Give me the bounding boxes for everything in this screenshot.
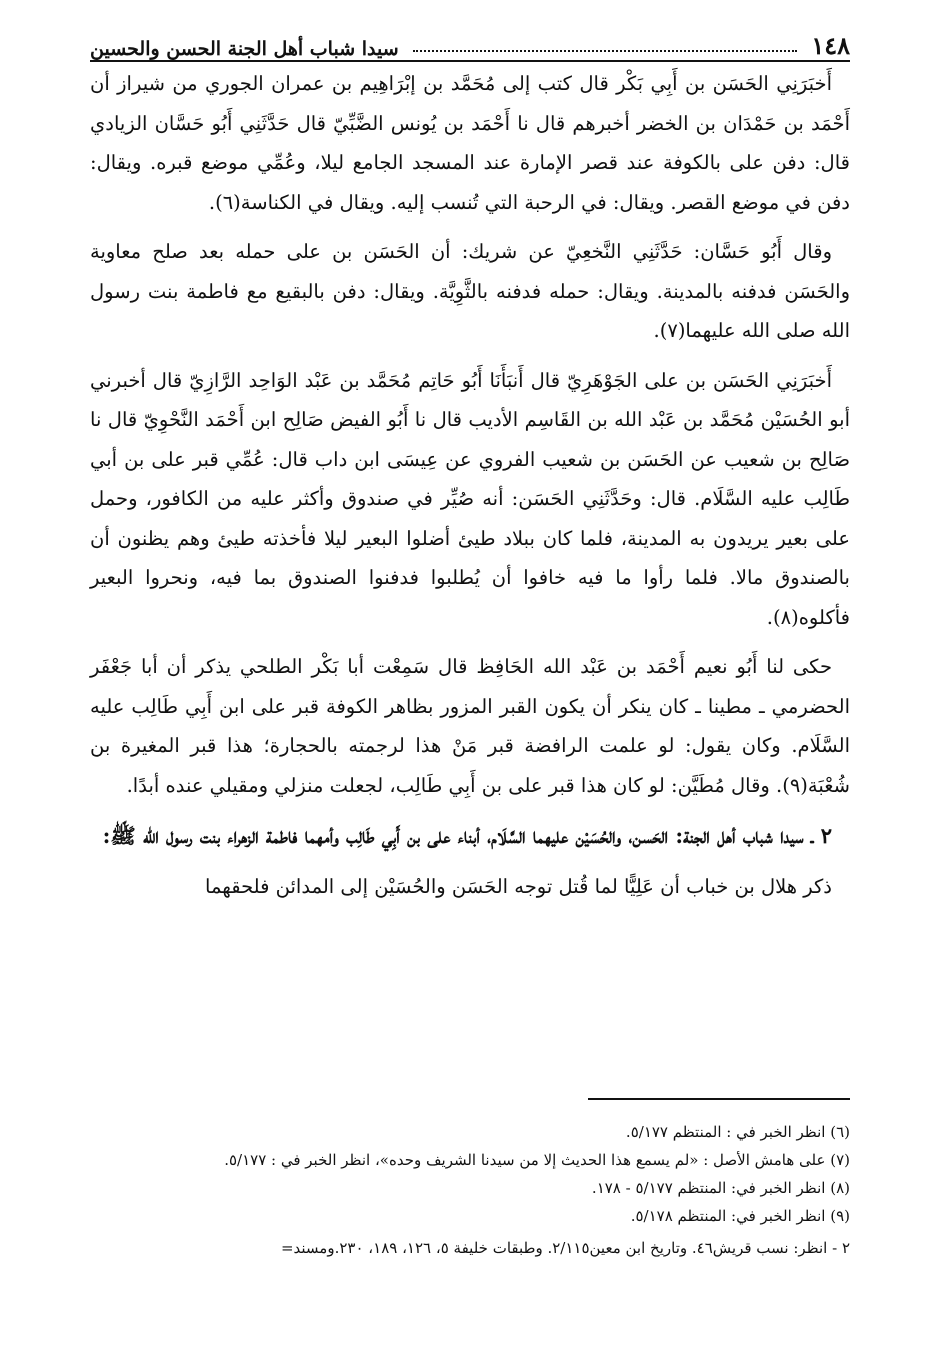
paragraph: وقال أَبُو حَسَّان: حَدَّثَنِي النَّخعِيّ عن شريك: أن الحَسَن بن على حمله بعد صلح معاوية والحَسَن فدفنه بالمدينة. ويقال: حمله فدفنه بالثَّوِيَّة. ويقال: دفن بالبقيع مع فاطمة بنت رسول الله صلى الله عليهما(٧). [90, 240, 850, 342]
paragraph: أَخبَرَنِي الحَسَن بن على الجَوْهَرِيّ قال أَنبَأَنَا أَبُو حَاتِم مُحَمَّد بن عَبْد الوَاحِد الرَّازِيّ قال أخبرني أبو الحُسَيْن مُحَمَّد بن عَبْد الله بن القَاسِم الأديب قال نا أَبُو الفيض صَالِح ابن أَحْمَد النَّحْوِيّ قال نا صَالِح بن شعيب عن الحَسَن بن شعيب الفروي عن عِيسَى ابن داب قال: عُمِّي قبر على بن أبي طَالِب عليه السَّلَام. قال: وحَدَّثَنِي الحَسَن: أنه صُيِّر في صندوق وأكثر عليه من الكافور، وحمل على بعير يريدون به المدينة، فلما كان ببلاد طيئ أضلوا البعير ليلا فأخذته طيئ وهم يظنون أن بالصندوق مالا. فلما رأوا ما فيه خافوا أن يُطلبوا فدفنوا الصندوق بما فيه، ونحروا البعير فأكلوه(٨). [90, 368, 850, 629]
chapter-title: سيدا شباب أهل الجنة الحسن والحسين [90, 38, 399, 60]
header-dotted-leader [413, 50, 798, 52]
page-number: ١٤٨ [811, 31, 850, 60]
footnotes [90, 1118, 850, 1262]
source-note: ٢ - انظر: نسب قريش٤٦. وتاريخ ابن معين٢/١١٥. وطبقات خليفة ٥، ١٢٦، ١٨٩، ٢٣٠.ومسند= [280, 1239, 850, 1257]
paragraph: حكى لنا أَبُو نعيم أَحْمَد بن عَبْد الله الحَافِظ قال سَمِعْت أبا بَكْر الطلحي يذكر أن أبا جَعْفَر الحضرمي ـ مطينا ـ كان ينكر أن يكون القبر المزور بظاهر الكوفة قبر على ابن أَبِي طَالِب عليه السَّلَام. وكان يقول: لو علمت الرافضة قبر مَنْ هذا لرجمته بالحجارة؛ هذا قبر المغيرة بن شُعْبَة(٩). وقال مُطَيَّن: لو كان هذا قبر على بن أَبِي طَالِب، لجعلت منزلي ومقيلي عنده أبدًا. [90, 655, 850, 797]
paragraph: ذكر هلال بن خباب أن عَلِيًّا لما قُتل توجه الحَسَن والحُسَيْن إلى المدائن فلحقهما [205, 875, 832, 898]
section-heading: ٢ ـ سيدا شباب أهل الجنة: الحَسن، والحُسَيْن عليهما السَّلَام، أبناء على بن أَبِي طَالِب وأمهما فاطمة الزهراء بنت رسول الله ﷺ: [102, 823, 832, 848]
paragraph: أَخبَرَنِي الحَسَن بن أَبِي بَكْر قال كتب إلى مُحَمَّد بن إبْرَاهِيم بن عمران الجوري من شيراز أن أَحْمَد بن حَمْدَان بن الخضر أخبرهم قال نا أَحْمَد بن يُونس الضَّبِّيّ قال حَدَّثَنِي أَبُو حَسَّان الزيادي قال: دفن على بالكوفة عند قصر الإمارة عند المسجد الجامع ليلا، وعُمِّي موضع قبره. ويقال: دفن في موضع القصر. ويقال: في الرحبة التي تُنسب إليه. ويقال في الكناسة(٦). [90, 72, 850, 214]
running-header [90, 26, 850, 62]
footnote: (٨) انظر الخبر في: المنتظم ٥/١٧٧ - ١٧٨. [591, 1179, 850, 1197]
footnote: (٩) انظر الخبر في: المنتظم ٥/١٧٨. [630, 1207, 850, 1225]
footnote: (٧) على هامش الأصل : «لم يسمع هذا الحديث إلا من سيدنا الشريف وحده»، انظر الخبر في : ٥/١٧٧. [224, 1151, 850, 1169]
footnote: (٦) انظر الخبر في : المنتظم ٥/١٧٧. [625, 1123, 850, 1141]
footnote-separator [588, 1098, 850, 1100]
main-text [90, 64, 850, 917]
